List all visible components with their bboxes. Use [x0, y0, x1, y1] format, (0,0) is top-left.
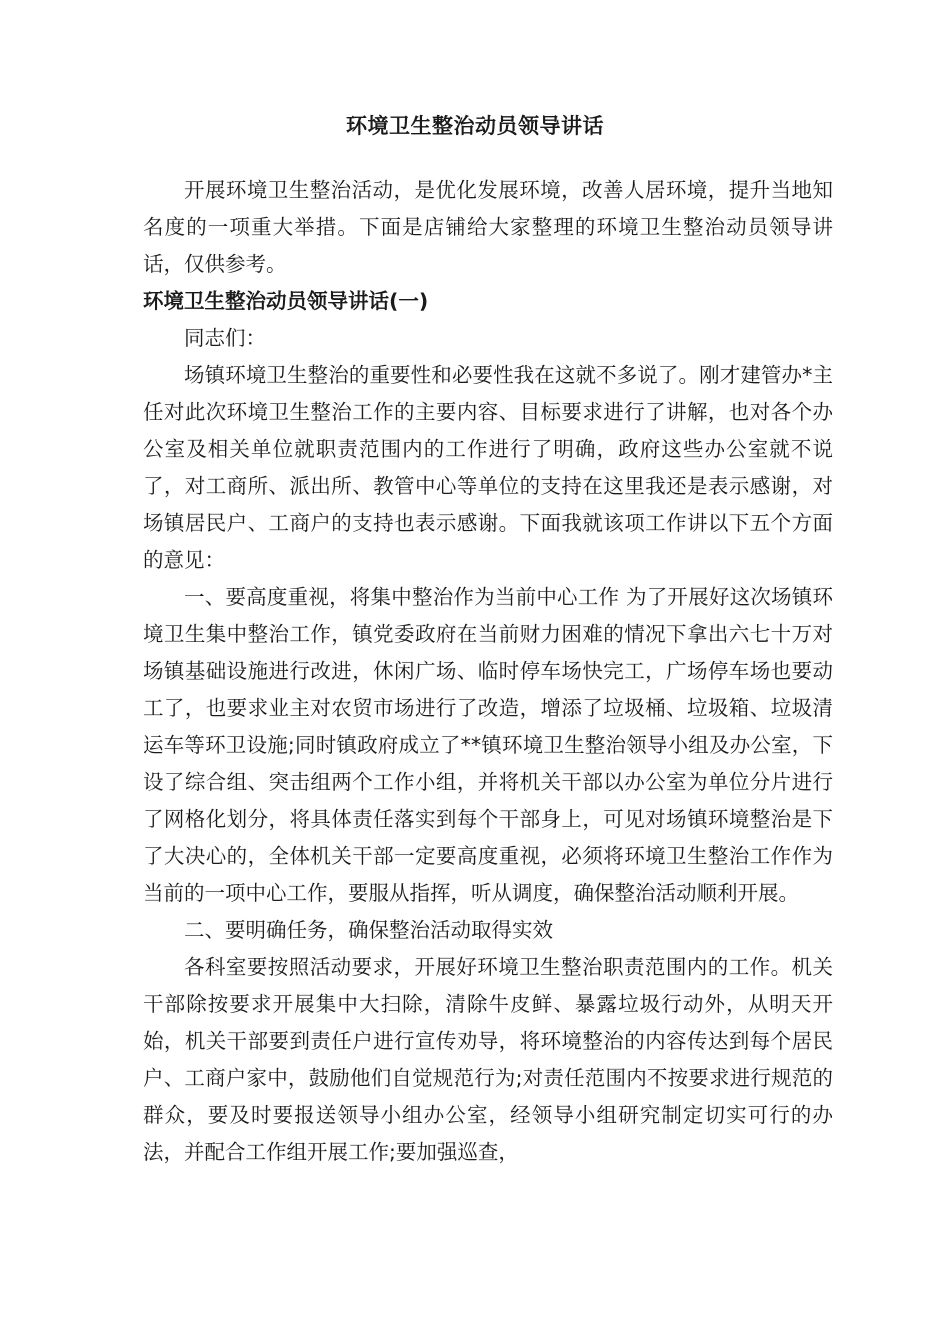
body-paragraph-2: 一、要高度重视，将集中整治作为当前中心工作 为了开展好这次场镇环境卫生集中整治工作，镇党委政府在当前财力困难的情况下拿出六七十万对场镇基础设施进行改进，休闲广场、临时停车场快完工，广场停车场也要动工了，也要求业主对农贸市场进行了改造，增添了垃圾桶、垃圾箱、垃圾清运车等环卫设施;同时镇政府成立了**镇环境卫生整治领导小组及办公室，下设了综合组、突击组两个工作小组，并将机关干部以办公室为单位分片进行了网格化划分，将具体责任落实到每个干部身上，可见对场镇环境整治是下了大决心的，全体机关干部一定要高度重视，必须将环境卫生整治工作作为当前的一项中心工作，要服从指挥，听从调度，确保整治活动顺利开展。 — [143, 585, 833, 905]
section-heading: 环境卫生整治动员领导讲话(一) — [143, 289, 429, 313]
salutation: 同志们： — [184, 326, 266, 350]
body-paragraph-1: 场镇环境卫生整治的重要性和必要性我在这就不多说了。刚才建管办*主任对此次环境卫生整治工作的主要内容、目标要求进行了讲解，也对各个办公室及相关单位就职责范围内的工作进行了明确，政府这些办公室就不说了，对工商所、派出所、教管中心等单位的支持在这里我还是表示感谢，对场镇居民户、工商户的支持也表示感谢。下面我就该项工作讲以下五个方面的意见： — [143, 363, 833, 572]
document-title: 环境卫生整治动员领导讲话 — [346, 114, 604, 138]
body-paragraph-3: 二、要明确任务，确保整治活动取得实效 — [184, 918, 553, 942]
body-paragraph-4: 各科室要按照活动要求，开展好环境卫生整治职责范围内的工作。机关干部除按要求开展集中大扫除，清除牛皮鲜、暴露垃圾行动外，从明天开始，机关干部要到责任户进行宣传劝导，将环境整治的内容传达到每个居民户、工商户家中，鼓励他们自觉规范行为;对责任范围内不按要求进行规范的群众，要及时要报送领导小组办公室，经领导小组研究制定切实可行的办法，并配合工作组开展工作;要加强巡查， — [143, 955, 833, 1164]
intro-paragraph: 开展环境卫生整治活动，是优化发展环境，改善人居环境，提升当地知名度的一项重大举措。下面是店铺给大家整理的环境卫生整治动员领导讲话，仅供参考。 — [143, 178, 833, 276]
document-body — [143, 172, 833, 1171]
